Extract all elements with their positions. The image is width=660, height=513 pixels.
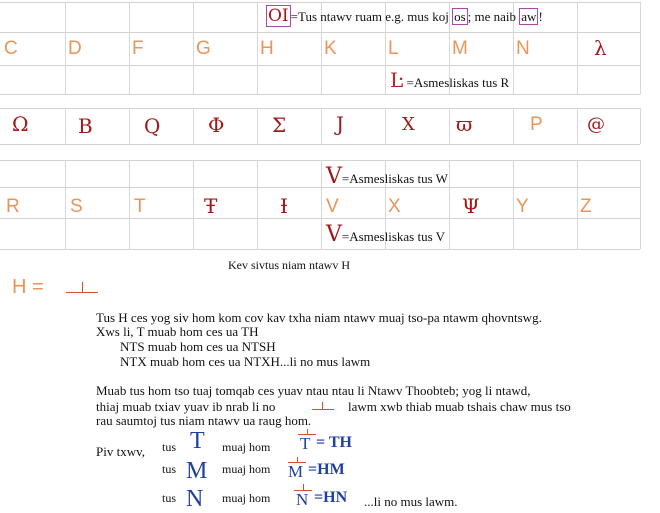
hom-symbol-bar bbox=[66, 292, 98, 293]
letter-cell: M bbox=[452, 38, 468, 59]
glyph-cell: J bbox=[336, 112, 345, 136]
example-letter: N bbox=[186, 486, 204, 512]
example-result: = TH bbox=[316, 434, 352, 451]
glyph-cell: Χ bbox=[402, 114, 415, 135]
letter-cell: D bbox=[68, 38, 82, 59]
example-muaj: muaj hom bbox=[222, 491, 271, 505]
hom-half-bar bbox=[312, 409, 334, 410]
examples-intro: Piv txwv, bbox=[96, 444, 145, 459]
hom-symbol-stem bbox=[82, 282, 83, 292]
glyph-cell: P bbox=[530, 114, 543, 135]
example-result: =HM bbox=[308, 461, 345, 478]
glyph-cell: Q bbox=[144, 114, 161, 138]
glyph-cell: Σ bbox=[272, 113, 287, 137]
example-result-letter: M bbox=[288, 462, 304, 481]
para2-line: Muab tus hom tso tuaj tomqab ces yuav ntau ntau li Ntawv Thoobteb; yog li ntawd, bbox=[96, 383, 531, 398]
glyph-cell: Φ bbox=[208, 113, 225, 137]
letter-cell: Ψ bbox=[462, 194, 480, 218]
example-suffix: ...li no mus lawm. bbox=[364, 494, 458, 509]
top-note-text-1: =Tus ntawv ruam e.g. mus koj bbox=[290, 9, 453, 24]
example-muaj: muaj hom bbox=[222, 462, 271, 476]
note-v-text: =Asmesliskas tus V bbox=[341, 229, 446, 244]
letter-cell: C bbox=[4, 38, 18, 59]
top-note-text-2: ; me naib bbox=[467, 9, 520, 24]
letter-cell: G bbox=[196, 38, 211, 59]
letter-cell: F bbox=[132, 38, 144, 59]
letter-cell: Ŧ bbox=[204, 194, 218, 218]
letter-cell: S bbox=[70, 196, 83, 217]
glyph-cell: ϖ bbox=[456, 112, 473, 136]
example-letter: M bbox=[186, 458, 208, 484]
example-result: =HN bbox=[314, 489, 348, 506]
letter-cell: N bbox=[516, 38, 530, 59]
letter-cell: Z bbox=[580, 196, 592, 217]
glyph-cell: @ bbox=[587, 114, 605, 135]
example-result-letter: T bbox=[300, 434, 311, 453]
boxed-os: os bbox=[454, 9, 466, 24]
h-label: H = bbox=[12, 276, 44, 298]
example-tus: tus bbox=[162, 462, 177, 476]
boxed-aw: aw bbox=[521, 9, 537, 24]
letter-cell: R bbox=[6, 196, 20, 217]
letter-cell: V bbox=[326, 196, 339, 217]
letter-cell: Y bbox=[516, 196, 529, 217]
ruam-glyph: OI bbox=[268, 6, 289, 26]
example-tus: tus bbox=[162, 440, 177, 454]
v-glyph: V bbox=[326, 222, 342, 247]
glyph-cell: B bbox=[78, 114, 93, 138]
glyph-cell: Ω bbox=[12, 112, 29, 136]
top-note bbox=[266, 6, 543, 26]
letter-cell: X bbox=[388, 196, 401, 217]
example-tus: tus bbox=[162, 491, 177, 505]
top-note-text-3: ! bbox=[538, 9, 543, 24]
note-w bbox=[326, 164, 448, 189]
letter-cell: T bbox=[134, 196, 146, 217]
r-glyph: Ŀ bbox=[390, 68, 404, 92]
letter-cell: H bbox=[260, 38, 274, 59]
letter-cell: λ bbox=[594, 36, 607, 60]
note-r bbox=[390, 68, 509, 92]
hom-half-stem bbox=[322, 402, 323, 409]
note-v bbox=[326, 222, 445, 247]
note-w-text: =Asmesliskas tus W bbox=[341, 171, 448, 186]
para1-line: Tus H ces yog siv hom kom cov kav txha niam ntawv muaj tso-pa ntawm qhovntswg. bbox=[96, 310, 542, 325]
w-glyph: V bbox=[326, 164, 342, 189]
section-heading: Kev sivtus niam ntawv H bbox=[228, 258, 350, 272]
example-letter: T bbox=[190, 428, 205, 454]
para1-line: Xws li, T muab hom ces ua TH bbox=[96, 324, 259, 339]
para2-line: rau saumtoj tus niam ntawv ua raug hom. bbox=[96, 413, 312, 428]
note-r-text: =Asmesliskas tus R bbox=[406, 75, 510, 90]
example-result-letter: N bbox=[296, 490, 309, 509]
para1-line: NTX muab hom ces ua NTXH...li no mus lawm bbox=[120, 354, 371, 369]
para2-line: thiaj muab txiav yuav ib nrab li no bbox=[96, 399, 276, 414]
letter-cell: Ɨ bbox=[280, 194, 288, 218]
letter-cell: K bbox=[324, 38, 337, 59]
para2-line: lawm xwb thiab muab tshais chaw mus tso bbox=[348, 399, 571, 414]
example-muaj: muaj hom bbox=[222, 440, 271, 454]
letter-cell: L bbox=[388, 38, 399, 59]
para1-line: NTS muab hom ces ua NTSH bbox=[120, 339, 276, 354]
